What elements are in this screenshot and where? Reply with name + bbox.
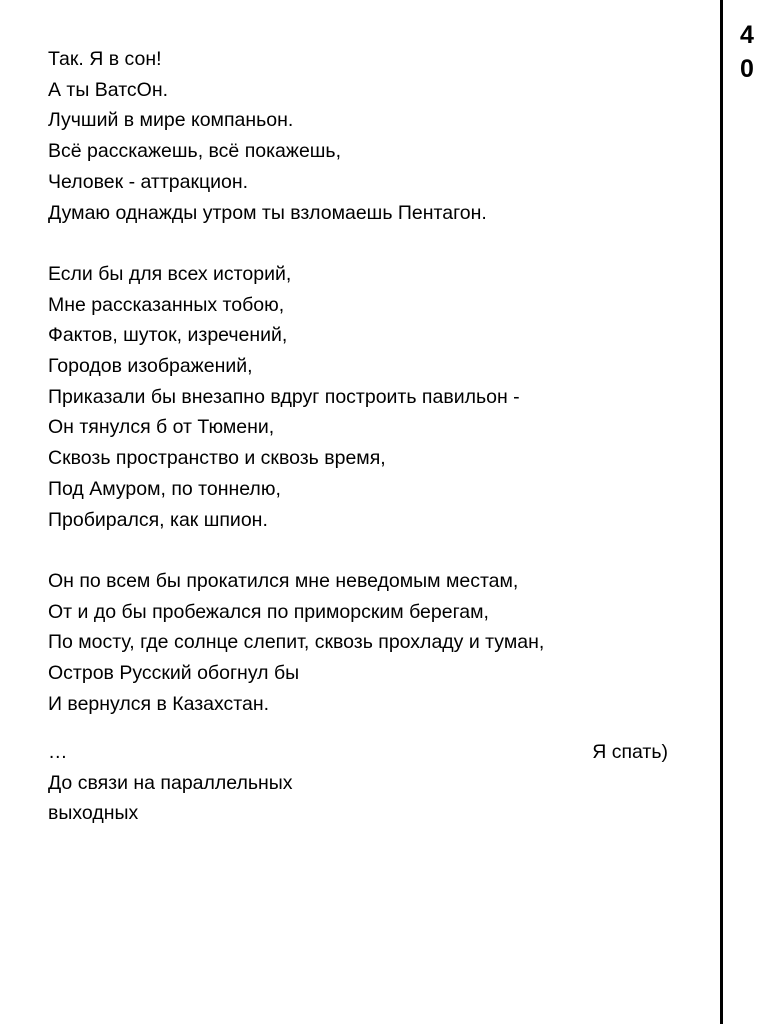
poem-line: Сквозь пространство и сквозь время, (48, 447, 386, 470)
poem-line: Городов изображений, (48, 355, 253, 378)
closing-line: До связи на параллельных (48, 771, 293, 794)
closing-line: выходных (48, 802, 139, 825)
poem-line: Фактов, шуток, изречений, (48, 324, 288, 347)
poem-line: Мне рассказанных тобою, (48, 293, 285, 316)
poem-line: От и до бы пробежался по приморским берегам, (48, 600, 489, 623)
page-number-digit: 4 (740, 21, 754, 49)
poem-line: Приказали бы внезапно вдруг построить павильон - (48, 385, 520, 408)
poem-line: Думаю однажды утром ты взломаешь Пентагон. (48, 201, 487, 224)
poem-body (48, 44, 708, 719)
page-number-digit: 0 (740, 55, 754, 83)
poem-line: Человек - аттракцион. (48, 170, 249, 193)
poem-line: Пробирался, как шпион. (48, 508, 268, 531)
poem-line: Так. Я в сон! (48, 48, 162, 70)
vertical-divider (720, 0, 723, 1024)
poem-line: Он по всем бы прокатился мне неведомым местам, (48, 569, 519, 592)
poem-line: По мосту, где солнце слепит, сквозь прохладу и туман, (48, 631, 545, 654)
poem-line: Всё расскажешь, всё покажешь, (48, 140, 342, 163)
poem-line: Если бы для всех историй, (48, 262, 292, 285)
stanza-2 (48, 259, 708, 535)
poem-line: И вернулся в Казахстан. (48, 692, 270, 715)
page-number (732, 18, 762, 86)
sleep-note: Я спать) (592, 741, 668, 763)
poem-line: Лучший в мире компаньон. (48, 109, 294, 132)
stanza-1 (48, 44, 708, 228)
poem-line: Под Амуром, по тоннелю, (48, 477, 281, 500)
stanza-3 (48, 566, 708, 720)
poem-line: А ты ВатсОн. (48, 78, 169, 101)
poem-line: Остров Русский обогнул бы (48, 662, 300, 685)
closing-row (48, 737, 668, 768)
closing-block (48, 737, 668, 829)
ellipsis: … (48, 741, 68, 763)
poem-line: Он тянулся б от Тюмени, (48, 416, 275, 439)
